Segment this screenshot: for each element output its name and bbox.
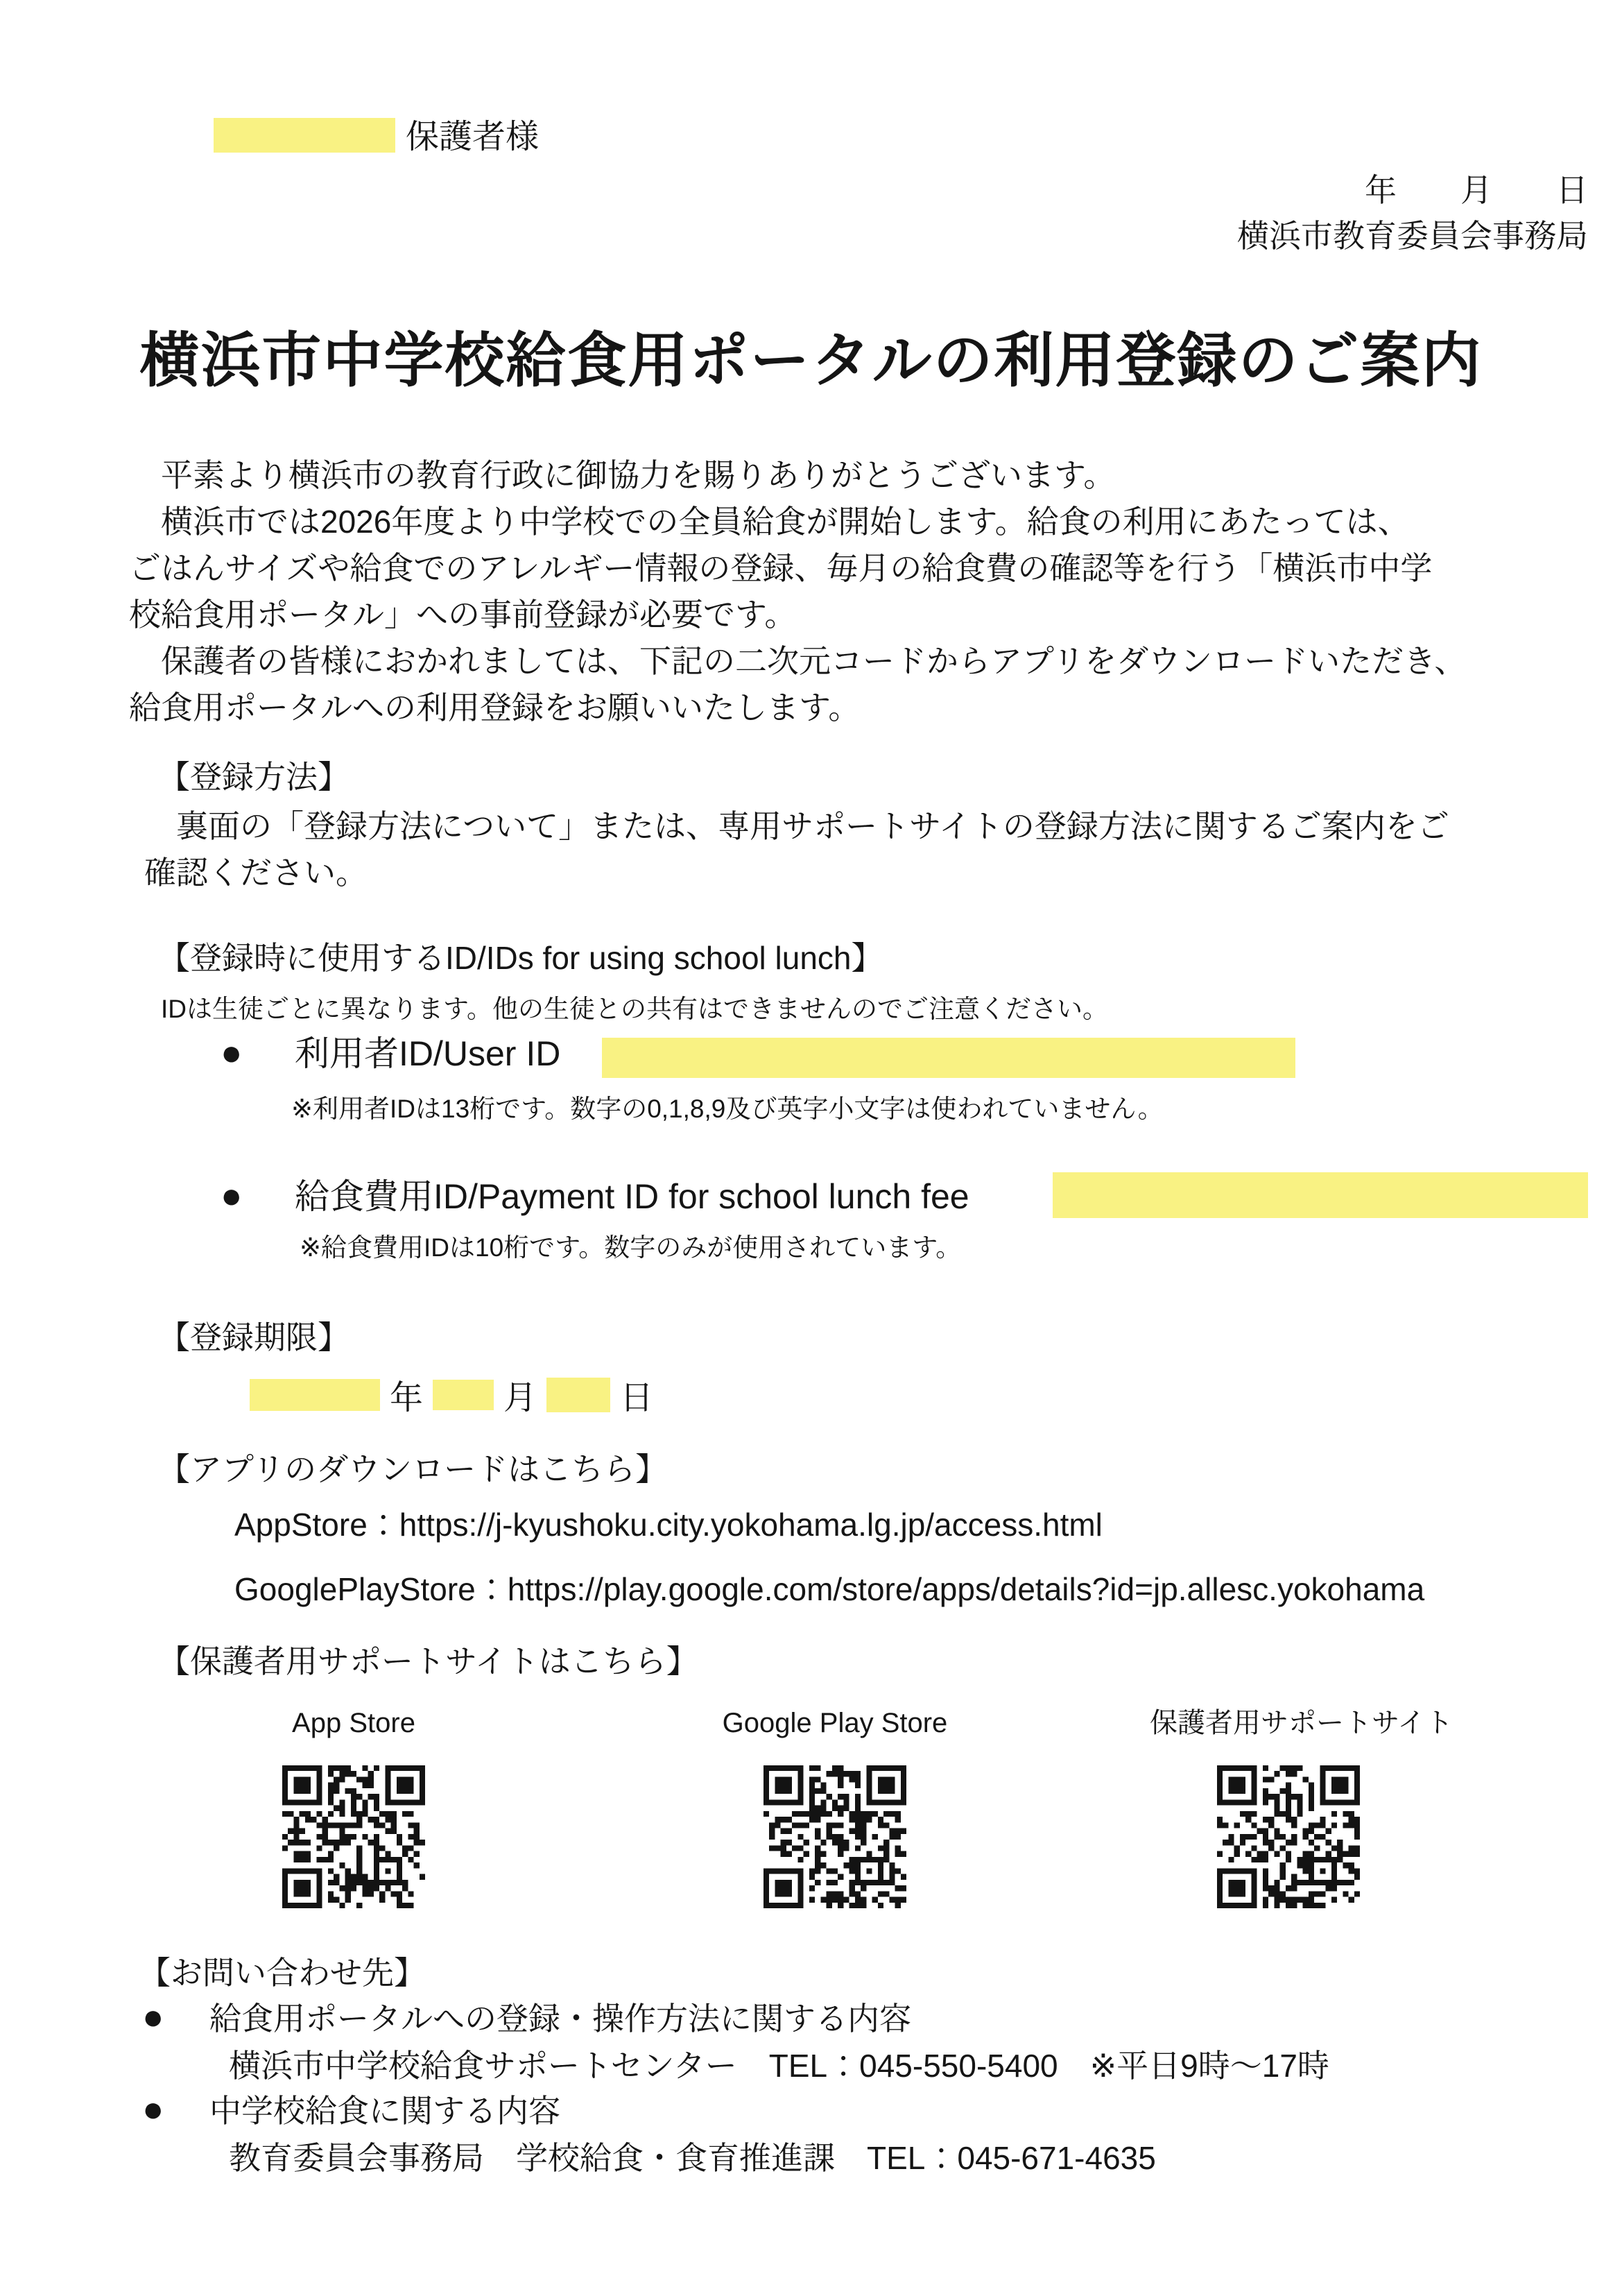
ids-heading: 【登録時に使用するID/IDs for using school lunch】 bbox=[158, 940, 883, 976]
payment-id-label: 給食費用ID/Payment ID for school lunch fee bbox=[295, 1177, 969, 1216]
qr-label-googleplay: Google Play Store bbox=[722, 1708, 948, 1738]
registration-method-body bbox=[144, 803, 1449, 896]
intro-line: ごはんサイズや給食でのアレルギー情報の登録、毎月の給食費の確認等を行う「横浜市中学 bbox=[129, 550, 1433, 586]
intro-line: 横浜市では2026年度より中学校での全員給食が開始します。給食の利用にあたっては、 bbox=[129, 504, 1410, 540]
app-download-heading: 【アプリのダウンロードはこちら】 bbox=[158, 1451, 668, 1487]
registration-method-line: 裏面の「登録方法について」または、専用サポートサイトの登録方法に関するご案内をご bbox=[144, 808, 1449, 844]
registration-method-heading: 【登録方法】 bbox=[158, 759, 350, 795]
payment-id-note: ※給食費用IDは10桁です。数字のみが使用されています。 bbox=[300, 1233, 962, 1262]
qr-label-appstore: App Store bbox=[292, 1708, 415, 1738]
contact-heading: 【お問い合わせ先】 bbox=[139, 1955, 426, 1991]
deadline-year-suffix: 年 bbox=[390, 1380, 424, 1416]
qr-label-support-site: 保護者用サポートサイト bbox=[1150, 1708, 1453, 1738]
intro-line: 給食用ポータルへの利用登録をお願いいたします。 bbox=[129, 689, 861, 726]
user-id-bullet-icon: ● bbox=[221, 1033, 243, 1073]
user-id-label: 利用者ID/User ID bbox=[295, 1034, 561, 1073]
contact-item1-detail: 横浜市中学校給食サポートセンター TEL：045-550-5400 ※平日9時～17時 bbox=[229, 2048, 1329, 2084]
deadline-day-highlight-blank bbox=[546, 1378, 610, 1412]
recipient-suffix: 保護者様 bbox=[406, 119, 540, 155]
appstore-url-line: AppStore：https://j-kyushoku.city.yokohama.lg.jp/access.html bbox=[234, 1507, 1103, 1543]
user-id-note: ※利用者IDは13桁です。数字の0,1,8,9及び英字小文字は使われていません。 bbox=[291, 1095, 1164, 1123]
ids-caution: IDは生徒ごとに異なります。他の生徒との共有はできませんのでご注意ください。 bbox=[161, 995, 1109, 1023]
date-line: 年 月 日 bbox=[1365, 172, 1588, 208]
deadline-date-row bbox=[250, 1371, 653, 1419]
deadline-day-suffix: 日 bbox=[620, 1380, 654, 1416]
contact-item2-title: 中学校給食に関する内容 bbox=[209, 2093, 560, 2129]
googleplay-url-line: GooglePlayStore：https://play.google.com/store/apps/details?id=jp.allesc.yokohama bbox=[234, 1571, 1425, 1607]
intro-paragraph bbox=[129, 452, 1466, 731]
page-title: 横浜市中学校給食用ポータルの利用登録のご案内 bbox=[139, 327, 1483, 394]
qr-code-support-site-icon bbox=[1217, 1765, 1360, 1908]
support-site-heading: 【保護者用サポートサイトはこちら】 bbox=[158, 1643, 698, 1679]
registration-method-line: 確認ください。 bbox=[144, 855, 368, 891]
contact-item1-title: 給食用ポータルへの登録・操作方法に関する内容 bbox=[209, 2001, 911, 2037]
contact-item2-detail: 教育委員会事務局 学校給食・食育推進課 TEL：045-671-4635 bbox=[229, 2140, 1156, 2176]
contact-item2-bullet-icon: ● bbox=[142, 2089, 164, 2130]
contact-item1-bullet-icon: ● bbox=[142, 1997, 164, 2037]
intro-line: 校給食用ポータル」への事前登録が必要です。 bbox=[129, 597, 797, 633]
payment-id-bullet-icon: ● bbox=[221, 1176, 243, 1216]
intro-line: 平素より横浜市の教育行政に御協力を賜りありがとうございます。 bbox=[129, 457, 1116, 493]
payment-id-highlight-blank bbox=[1053, 1172, 1588, 1218]
user-id-highlight-blank bbox=[602, 1038, 1295, 1078]
deadline-heading: 【登録期限】 bbox=[158, 1319, 350, 1355]
deadline-month-suffix: 月 bbox=[503, 1380, 537, 1416]
qr-code-appstore-icon bbox=[282, 1765, 425, 1908]
issuer-line: 横浜市教育委員会事務局 bbox=[1237, 218, 1588, 254]
recipient-name-highlight-blank bbox=[214, 118, 395, 153]
deadline-year-highlight-blank bbox=[250, 1379, 380, 1411]
qr-code-googleplay-icon bbox=[763, 1765, 906, 1908]
deadline-month-highlight-blank bbox=[433, 1380, 494, 1410]
intro-line: 保護者の皆様におかれましては、下記の二次元コードからアプリをダウンロードいただき、 bbox=[129, 643, 1467, 679]
